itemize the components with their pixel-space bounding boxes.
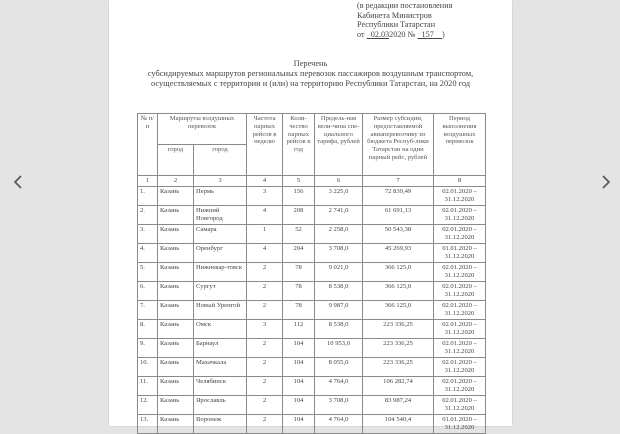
row-period: 02.01.2020 – 31.12.2020	[434, 262, 486, 281]
header-tariff: Предель-ная вели-чина спе-циального тарифа, рублей	[315, 114, 363, 176]
chevron-left-icon	[13, 175, 23, 189]
row-subsidy: 50 543,38	[363, 224, 434, 243]
row-count: 104	[283, 414, 315, 433]
row-subsidy: 61 691,13	[363, 205, 434, 224]
header-city-to: город	[194, 145, 247, 176]
header-count: Коли-чество парных рейсов в год	[283, 114, 315, 176]
row-frequency: 2	[247, 414, 283, 433]
row-city-to: Оренбург	[194, 243, 247, 262]
row-subsidy: 45 269,93	[363, 243, 434, 262]
previous-page-button[interactable]	[8, 170, 28, 194]
table-row	[138, 395, 486, 414]
row-city-from: Казань	[158, 338, 194, 357]
row-city-to: Сургут	[194, 281, 247, 300]
row-period: 02.01.2020 – 31.12.2020	[434, 376, 486, 395]
row-num: 5.	[138, 262, 158, 281]
row-tariff: 9 021,0	[315, 262, 363, 281]
table-row	[138, 376, 486, 395]
row-tariff: 4 764,0	[315, 376, 363, 395]
row-count: 78	[283, 281, 315, 300]
table-row	[138, 243, 486, 262]
row-city-from: Казань	[158, 376, 194, 395]
row-subsidy: 366 125,0	[363, 300, 434, 319]
row-city-from: Казань	[158, 224, 194, 243]
header-frequency: Частота парных рейсов в неделю	[247, 114, 283, 176]
row-tariff: 3 708,0	[315, 395, 363, 414]
table-row	[138, 300, 486, 319]
table-row	[138, 224, 486, 243]
column-number: 7	[363, 176, 434, 187]
row-tariff: 8 055,0	[315, 357, 363, 376]
row-frequency: 4	[247, 205, 283, 224]
row-tariff: 9 987,0	[315, 300, 363, 319]
row-city-to: Пермь	[194, 186, 247, 205]
header-subsidy: Размер субсидии, предоставляемой авиаперевозчику из бюджета Респуб-лики Татарстан на один парный рейс, рублей	[363, 114, 434, 176]
row-city-to: Барнаул	[194, 338, 247, 357]
column-number: 4	[247, 176, 283, 187]
title-line-3: осуществляемых с территории и (или) на территорию Республики Татарстан, на 2020 год	[150, 79, 471, 89]
title-line-1: Перечень	[293, 59, 328, 68]
row-count: 104	[283, 376, 315, 395]
row-period: 02.01.2020 – 31.12.2020	[434, 300, 486, 319]
row-subsidy: 366 125,0	[363, 262, 434, 281]
row-num: 13.	[138, 414, 158, 433]
row-frequency: 4	[247, 243, 283, 262]
row-period: 02.01.2020 – 31.12.2020	[434, 186, 486, 205]
document-title	[109, 59, 512, 90]
routes-table	[137, 113, 486, 434]
row-subsidy: 72 839,49	[363, 186, 434, 205]
row-frequency: 2	[247, 376, 283, 395]
row-city-to: Нижний Новгород	[194, 205, 247, 224]
row-city-to: Нижневар-товск	[194, 262, 247, 281]
row-city-to: Ярославль	[194, 395, 247, 414]
row-city-from: Казань	[158, 186, 194, 205]
row-period: 02.01.2020 – 31.12.2020	[434, 281, 486, 300]
row-city-from: Казань	[158, 281, 194, 300]
row-tariff: 3 708,0	[315, 243, 363, 262]
row-city-from: Казань	[158, 357, 194, 376]
row-frequency: 3	[247, 186, 283, 205]
header-routes: Маршруты воздушных перевозок	[158, 114, 247, 145]
row-count: 78	[283, 300, 315, 319]
row-city-from: Казань	[158, 300, 194, 319]
header-period: Период выполнения воздушных перевозок	[434, 114, 486, 176]
row-num: 6.	[138, 281, 158, 300]
row-city-from: Казань	[158, 262, 194, 281]
column-number: 8	[434, 176, 486, 187]
row-frequency: 3	[247, 319, 283, 338]
column-number: 5	[283, 176, 315, 187]
row-subsidy: 223 336,25	[363, 319, 434, 338]
row-tariff: 3 225,0	[315, 186, 363, 205]
table-row	[138, 319, 486, 338]
row-tariff: 10 953,0	[315, 338, 363, 357]
row-count: 208	[283, 205, 315, 224]
row-num: 1.	[138, 186, 158, 205]
column-number: 6	[315, 176, 363, 187]
row-subsidy: 104 540,4	[363, 414, 434, 433]
row-period: 01.01.2020 – 31.12.2020	[434, 243, 486, 262]
row-count: 52	[283, 224, 315, 243]
row-frequency: 2	[247, 338, 283, 357]
header-line-4: Республики Татарстан	[357, 20, 436, 30]
table-row	[138, 205, 486, 224]
header-city-from: город	[158, 145, 194, 176]
column-number: 1	[138, 176, 158, 187]
document-number: 157	[421, 30, 434, 40]
row-count: 104	[283, 395, 315, 414]
row-frequency: 2	[247, 357, 283, 376]
row-period: 02.01.2020 – 31.12.2020	[434, 319, 486, 338]
row-city-to: Новый Уренгой	[194, 300, 247, 319]
column-numbers-row	[138, 176, 486, 187]
row-subsidy: 223 336,25	[363, 357, 434, 376]
row-num: 3.	[138, 224, 158, 243]
title-line-2: субсидируемых маршрутов региональных перевозок пассажиров воздушным транспортом,	[147, 69, 474, 79]
row-count: 78	[283, 262, 315, 281]
row-num: 7.	[138, 300, 158, 319]
row-city-from: Казань	[158, 414, 194, 433]
row-count: 104	[283, 338, 315, 357]
row-city-to: Самара	[194, 224, 247, 243]
row-frequency: 2	[247, 281, 283, 300]
header-line-2: (в редакции постановления	[357, 0, 453, 10]
row-count: 104	[283, 357, 315, 376]
row-period: 02.01.2020 – 31.12.2020	[434, 205, 486, 224]
row-subsidy: 366 125,0	[363, 281, 434, 300]
row-tariff: 4 764,0	[315, 414, 363, 433]
row-period: 01.01.2020 – 31.12.2020	[434, 414, 486, 433]
row-num: 9.	[138, 338, 158, 357]
chevron-right-icon	[601, 175, 611, 189]
row-frequency: 2	[247, 262, 283, 281]
row-count: 156	[283, 186, 315, 205]
header-line-3: Кабинета Министров	[357, 10, 432, 20]
table-row	[138, 357, 486, 376]
row-city-from: Казань	[158, 205, 194, 224]
table-row	[138, 414, 486, 433]
table-row	[138, 281, 486, 300]
row-city-from: Казань	[158, 243, 194, 262]
row-period: 02.01.2020 – 31.12.2020	[434, 224, 486, 243]
row-period: 02.01.2020 – 31.12.2020	[434, 395, 486, 414]
row-count: 112	[283, 319, 315, 338]
row-frequency: 2	[247, 395, 283, 414]
next-page-button[interactable]	[596, 170, 616, 194]
row-city-from: Казань	[158, 319, 194, 338]
row-city-from: Казань	[158, 395, 194, 414]
document-page	[109, 0, 512, 431]
row-tariff: 2 741,0	[315, 205, 363, 224]
row-tariff: 8 538,0	[315, 319, 363, 338]
table-body	[138, 186, 486, 433]
table-row	[138, 262, 486, 281]
document-header	[357, 0, 507, 40]
row-num: 11.	[138, 376, 158, 395]
row-count: 204	[283, 243, 315, 262]
table-row	[138, 338, 486, 357]
row-city-to: Махачкала	[194, 357, 247, 376]
header-num: № п/п	[138, 114, 158, 176]
date-prefix: от	[357, 30, 365, 40]
column-number: 2	[158, 176, 194, 187]
row-num: 2.	[138, 205, 158, 224]
row-tariff: 8 538,0	[315, 281, 363, 300]
row-city-to: Омск	[194, 319, 247, 338]
row-subsidy: 83 987,24	[363, 395, 434, 414]
row-num: 10.	[138, 357, 158, 376]
date-value: 02.03	[370, 30, 390, 40]
row-num: 4.	[138, 243, 158, 262]
header-closing: )	[441, 30, 445, 40]
row-num: 8.	[138, 319, 158, 338]
row-period: 02.01.2020 – 31.12.2020	[434, 357, 486, 376]
column-number: 3	[194, 176, 247, 187]
header-date-line	[357, 30, 507, 40]
row-city-to: Челябинск	[194, 376, 247, 395]
row-period: 02.01.2020 – 31.12.2020	[434, 338, 486, 357]
row-frequency: 1	[247, 224, 283, 243]
row-city-to: Воронеж	[194, 414, 247, 433]
row-num: 12.	[138, 395, 158, 414]
row-subsidy: 223 336,25	[363, 338, 434, 357]
row-subsidy: 106 282,74	[363, 376, 434, 395]
row-frequency: 2	[247, 300, 283, 319]
date-year: 2020 №	[389, 30, 416, 40]
table-row	[138, 186, 486, 205]
row-tariff: 2 258,0	[315, 224, 363, 243]
